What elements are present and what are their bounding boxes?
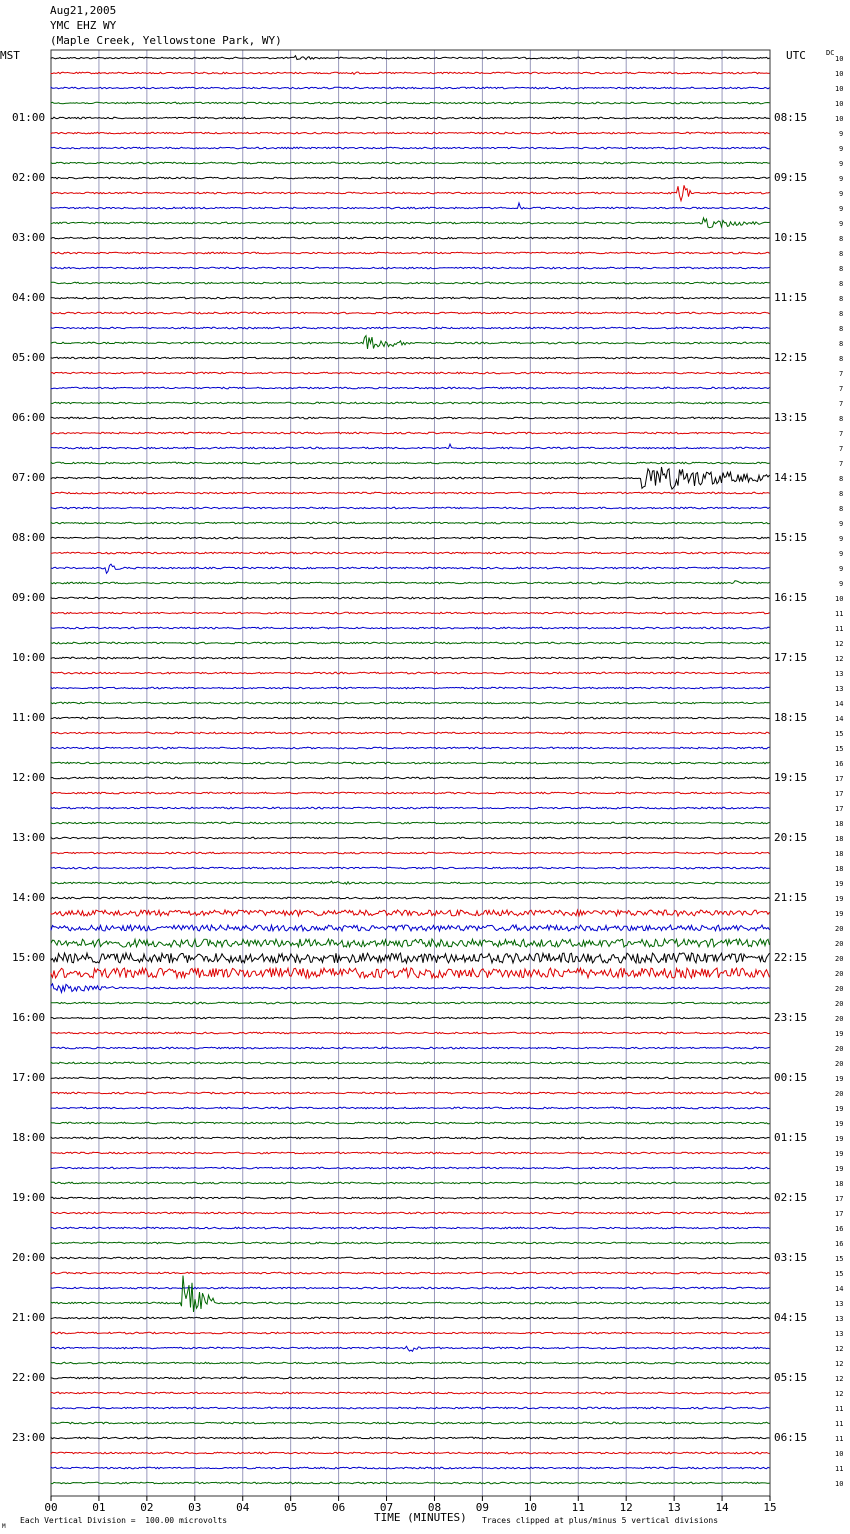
mst-hour-label: 06:00 xyxy=(12,411,46,424)
trace-row-57 xyxy=(51,910,770,916)
dc-offset-value: 9 xyxy=(839,535,844,543)
dc-offset-value: 19 xyxy=(835,880,844,888)
utc-hour-label: 15:15 xyxy=(774,531,808,544)
trace-row-51 xyxy=(51,822,770,824)
dc-offset-value: 17 xyxy=(835,805,844,813)
utc-hour-label: 23:15 xyxy=(774,1011,808,1024)
dc-offset-value: 7 xyxy=(839,400,844,408)
trace-row-34 xyxy=(51,564,770,573)
dc-offset-value: 9 xyxy=(839,160,844,168)
mst-hour-label: 03:00 xyxy=(12,231,46,244)
trace-row-33 xyxy=(51,552,770,554)
dc-offset-value: 7 xyxy=(839,445,844,453)
scale-note: Each Vertical Division = 100.00 microvolts xyxy=(20,1516,228,1525)
trace-row-28 xyxy=(51,467,770,489)
trace-row-13 xyxy=(51,252,770,254)
dc-offset-value: 8 xyxy=(839,475,844,483)
trace-row-88 xyxy=(51,1377,770,1379)
x-tick-label-06: 06 xyxy=(331,1501,346,1514)
trace-rows xyxy=(51,56,770,1484)
utc-hour-label: 16:15 xyxy=(774,591,808,604)
trace-row-2 xyxy=(51,87,770,89)
dc-offset-value: 20 xyxy=(835,955,844,963)
x-axis-title: TIME (MINUTES) xyxy=(374,1511,467,1524)
trace-row-85 xyxy=(51,1332,770,1334)
x-tick-label-15: 15 xyxy=(763,1501,777,1514)
dc-offset-value: 9 xyxy=(839,520,844,528)
utc-hour-label: 18:15 xyxy=(774,711,808,724)
trace-row-53 xyxy=(51,852,770,854)
mst-hour-label: 13:00 xyxy=(12,831,46,844)
dc-offset-value: 12 xyxy=(835,1375,844,1383)
trace-row-6 xyxy=(51,147,770,149)
mst-hour-label: 22:00 xyxy=(12,1371,46,1384)
trace-row-62 xyxy=(51,984,770,993)
dc-offset-value: 19 xyxy=(835,910,844,918)
mst-hour-label: 17:00 xyxy=(12,1071,46,1084)
x-tick-label-04: 04 xyxy=(236,1501,250,1514)
trace-row-5 xyxy=(51,132,770,134)
mst-hour-label: 19:00 xyxy=(12,1191,46,1204)
trace-row-56 xyxy=(51,897,770,899)
trace-row-50 xyxy=(51,807,770,809)
trace-row-90 xyxy=(51,1407,770,1409)
trace-row-26 xyxy=(51,444,770,449)
dc-offset-value: 9 xyxy=(839,175,844,183)
dc-offset-value: 17 xyxy=(835,775,844,783)
trace-row-77 xyxy=(51,1212,770,1214)
utc-hour-label: 21:15 xyxy=(774,891,808,904)
dc-offset-value: 12 xyxy=(835,655,844,663)
dc-offset-value: 8 xyxy=(839,295,844,303)
dc-offset-value: 11 xyxy=(835,1435,844,1443)
dc-offset-value: 20 xyxy=(835,1090,844,1098)
mst-hour-label: 15:00 xyxy=(12,951,46,964)
trace-row-72 xyxy=(51,1137,770,1139)
dc-offset-value: 9 xyxy=(839,130,844,138)
trace-row-80 xyxy=(51,1257,770,1259)
dc-offset-value: 10 xyxy=(835,1480,844,1488)
utc-hour-label: 11:15 xyxy=(774,291,808,304)
x-tick-label-07: 07 xyxy=(379,1501,394,1514)
trace-row-39 xyxy=(51,642,770,644)
dc-offset-value: 10 xyxy=(835,115,844,123)
dc-offset-value: 11 xyxy=(835,610,844,618)
utc-hour-label: 01:15 xyxy=(774,1131,808,1144)
trace-row-17 xyxy=(51,312,770,314)
utc-hour-label: 22:15 xyxy=(774,951,808,964)
clip-note: Traces clipped at plus/minus 5 vertical divisions xyxy=(482,1516,719,1525)
trace-row-47 xyxy=(51,762,770,764)
mst-hour-label: 08:00 xyxy=(12,531,46,544)
mst-hour-label: 16:00 xyxy=(12,1011,46,1024)
trace-row-40 xyxy=(51,657,770,659)
trace-row-16 xyxy=(51,297,770,299)
mst-hour-label: 21:00 xyxy=(12,1311,46,1324)
utc-hour-label: 05:15 xyxy=(774,1371,808,1384)
dc-offset-value: 18 xyxy=(835,1180,844,1188)
dc-offset-value: 8 xyxy=(839,310,844,318)
mst-hour-label: 10:00 xyxy=(12,651,46,664)
x-tick-label-10: 10 xyxy=(523,1501,537,1514)
trace-row-55 xyxy=(51,881,770,884)
trace-row-19 xyxy=(51,336,770,349)
trace-row-36 xyxy=(51,597,770,599)
trace-row-89 xyxy=(51,1392,770,1394)
trace-row-79 xyxy=(51,1242,770,1244)
dc-offset-value: 10 xyxy=(835,55,844,63)
dc-offset-value: 15 xyxy=(835,730,844,738)
trace-row-18 xyxy=(51,327,770,329)
utc-hour-label: 13:15 xyxy=(774,411,808,424)
mst-hour-label: 05:00 xyxy=(12,351,46,364)
utc-hour-label: 03:15 xyxy=(774,1251,808,1264)
trace-row-30 xyxy=(51,507,770,509)
dc-offset-value: 18 xyxy=(835,865,844,873)
dc-offset-value: 16 xyxy=(835,1225,844,1233)
dc-offset-value: 12 xyxy=(835,1360,844,1368)
dc-offset-value: 8 xyxy=(839,265,844,273)
dc-offset-value: 19 xyxy=(835,1150,844,1158)
mst-hour-label: 07:00 xyxy=(12,471,46,484)
dc-offset-value: 11 xyxy=(835,1405,844,1413)
dc-offset-value: 18 xyxy=(835,820,844,828)
dc-offset-value: 8 xyxy=(839,250,844,258)
trace-row-23 xyxy=(51,402,770,404)
x-tick-label-00: 00 xyxy=(44,1501,58,1514)
dc-offset-value: 20 xyxy=(835,1000,844,1008)
dc-offset-value: 20 xyxy=(835,940,844,948)
dc-offset-value: 15 xyxy=(835,1255,844,1263)
x-tick-label-02: 02 xyxy=(140,1501,154,1514)
trace-row-0 xyxy=(51,56,770,60)
trace-row-41 xyxy=(51,672,770,674)
trace-row-8 xyxy=(51,177,770,179)
x-tick-label-01: 01 xyxy=(92,1501,106,1514)
trace-row-27 xyxy=(51,462,770,464)
dc-offset-value: 10 xyxy=(835,70,844,78)
trace-row-24 xyxy=(51,417,770,419)
dc-offset-value: 19 xyxy=(835,895,844,903)
mst-hour-label: 04:00 xyxy=(12,291,46,304)
x-tick-label-13: 13 xyxy=(667,1501,681,1514)
trace-row-81 xyxy=(51,1272,770,1274)
trace-row-29 xyxy=(51,492,770,494)
dc-offset-value: 18 xyxy=(835,835,844,843)
trace-row-58 xyxy=(51,925,770,931)
trace-row-9 xyxy=(51,185,770,201)
trace-row-44 xyxy=(51,717,770,719)
trace-row-74 xyxy=(51,1167,770,1169)
trace-row-75 xyxy=(51,1182,770,1184)
trace-row-92 xyxy=(51,1437,770,1439)
dc-offset-value: 7 xyxy=(839,460,844,468)
trace-row-82 xyxy=(51,1287,770,1289)
dc-offset-value: 11 xyxy=(835,1420,844,1428)
dc-offset-value: 8 xyxy=(839,280,844,288)
dc-offset-value: 20 xyxy=(835,1015,844,1023)
trace-row-61 xyxy=(51,968,770,978)
dc-offset-value: 14 xyxy=(835,715,844,723)
dc-offset-value: 9 xyxy=(839,190,844,198)
station-id: YMC EHZ WY xyxy=(50,19,117,32)
trace-row-3 xyxy=(51,102,770,104)
dc-offset-value: 12 xyxy=(835,1390,844,1398)
mst-hour-label: 09:00 xyxy=(12,591,46,604)
trace-row-46 xyxy=(51,747,770,749)
mst-hour-label: 01:00 xyxy=(12,111,46,124)
utc-hour-label: 00:15 xyxy=(774,1071,808,1084)
trace-row-60 xyxy=(51,953,770,963)
utc-hour-label: 06:15 xyxy=(774,1431,808,1444)
trace-row-66 xyxy=(51,1047,770,1049)
dc-offset-value: 12 xyxy=(835,640,844,648)
dc-offset-value: 14 xyxy=(835,1285,844,1293)
dc-offset-value: 7 xyxy=(839,430,844,438)
trace-row-83 xyxy=(51,1276,770,1313)
dc-offset-value: 15 xyxy=(835,745,844,753)
station-location: (Maple Creek, Yellowstone Park, WY) xyxy=(50,34,282,47)
dc-offset-value: 13 xyxy=(835,1315,844,1323)
dc-offset-value: 9 xyxy=(839,565,844,573)
dc-offset-value: 16 xyxy=(835,760,844,768)
dc-offset-value: 13 xyxy=(835,1330,844,1338)
dc-offset-value: 17 xyxy=(835,1195,844,1203)
x-tick-label-11: 11 xyxy=(571,1501,585,1514)
utc-hour-label: 08:15 xyxy=(774,111,808,124)
dc-offset-value: 8 xyxy=(839,415,844,423)
left-timezone-label: MST xyxy=(0,49,20,62)
trace-row-45 xyxy=(51,732,770,734)
trace-row-84 xyxy=(51,1317,770,1319)
trace-row-68 xyxy=(51,1077,770,1079)
trace-row-48 xyxy=(51,777,770,779)
utc-hour-label: 12:15 xyxy=(774,351,808,364)
plot-frame xyxy=(51,50,770,1496)
utc-hour-label: 19:15 xyxy=(774,771,808,784)
mst-hour-label: 23:00 xyxy=(12,1431,46,1444)
x-tick-label-12: 12 xyxy=(619,1501,633,1514)
trace-row-87 xyxy=(51,1362,770,1364)
dc-offset-value: 19 xyxy=(835,1030,844,1038)
dc-offset-value: 19 xyxy=(835,1120,844,1128)
dc-offset-value: 20 xyxy=(835,985,844,993)
dc-offset-value: 20 xyxy=(835,970,844,978)
utc-hour-label: 02:15 xyxy=(774,1191,808,1204)
trace-row-35 xyxy=(51,581,770,584)
dc-offset-value: 11 xyxy=(835,1465,844,1473)
utc-hour-label: 04:15 xyxy=(774,1311,808,1324)
dc-offset-value: 10 xyxy=(835,595,844,603)
trace-row-94 xyxy=(51,1467,770,1469)
trace-row-70 xyxy=(51,1107,770,1109)
trace-row-12 xyxy=(51,237,770,239)
dc-offset-value: 15 xyxy=(835,1270,844,1278)
trace-row-37 xyxy=(51,612,770,614)
utc-hour-label: 09:15 xyxy=(774,171,808,184)
dc-offset-value: 19 xyxy=(835,1075,844,1083)
mst-hour-label: 14:00 xyxy=(12,891,46,904)
minute-gridlines xyxy=(51,50,770,1496)
trace-row-54 xyxy=(51,867,770,869)
dc-offset-value: 16 xyxy=(835,1240,844,1248)
dc-offset-value: 14 xyxy=(835,700,844,708)
trace-row-4 xyxy=(51,117,770,119)
trace-row-86 xyxy=(51,1346,770,1351)
utc-hour-label: 14:15 xyxy=(774,471,808,484)
dc-offset-value: 12 xyxy=(835,1345,844,1353)
mst-hour-label: 12:00 xyxy=(12,771,46,784)
x-tick-label-05: 05 xyxy=(284,1501,298,1514)
mst-hour-label: 02:00 xyxy=(12,171,46,184)
dc-offset-value: 9 xyxy=(839,205,844,213)
trace-row-25 xyxy=(51,432,770,434)
utc-hour-label: 10:15 xyxy=(774,231,808,244)
corner-mark: M xyxy=(2,1523,6,1530)
mst-hour-label: 18:00 xyxy=(12,1131,46,1144)
dc-offset-value: 13 xyxy=(835,670,844,678)
trace-row-91 xyxy=(51,1422,770,1424)
trace-row-7 xyxy=(51,162,770,164)
mst-hour-label: 20:00 xyxy=(12,1251,46,1264)
dc-offset-value: 10 xyxy=(835,85,844,93)
trace-row-64 xyxy=(51,1017,770,1019)
trace-row-49 xyxy=(51,792,770,794)
x-tick-label-03: 03 xyxy=(188,1501,202,1514)
trace-row-21 xyxy=(51,372,770,374)
trace-row-71 xyxy=(51,1122,770,1124)
trace-row-59 xyxy=(51,939,770,947)
dc-offset-value: 10 xyxy=(835,100,844,108)
dc-offset-value: 20 xyxy=(835,1060,844,1068)
dc-offset-value: 17 xyxy=(835,1210,844,1218)
trace-row-1 xyxy=(51,72,770,74)
trace-row-38 xyxy=(51,627,770,629)
trace-row-76 xyxy=(51,1197,770,1199)
trace-row-43 xyxy=(51,702,770,704)
dc-offset-value: 19 xyxy=(835,1165,844,1173)
x-tick-label-14: 14 xyxy=(715,1501,729,1514)
trace-row-11 xyxy=(51,218,770,228)
dc-offset-value: 20 xyxy=(835,925,844,933)
trace-row-31 xyxy=(51,522,770,524)
dc-offset-value: 17 xyxy=(835,790,844,798)
trace-row-65 xyxy=(51,1032,770,1034)
dc-offset-value: 19 xyxy=(835,1135,844,1143)
trace-row-95 xyxy=(51,1482,770,1484)
dc-offset-value: 8 xyxy=(839,355,844,363)
trace-row-93 xyxy=(51,1452,770,1454)
trace-row-73 xyxy=(51,1152,770,1154)
trace-row-67 xyxy=(51,1062,770,1064)
dc-offset-value: 8 xyxy=(839,340,844,348)
dc-offset-value: 9 xyxy=(839,220,844,228)
x-tick-label-08: 08 xyxy=(427,1501,442,1514)
trace-row-14 xyxy=(51,267,770,269)
dc-offset-value: 18 xyxy=(835,850,844,858)
trace-row-10 xyxy=(51,203,770,209)
dc-offset-value: 8 xyxy=(839,505,844,513)
dc-offset-value: 9 xyxy=(839,145,844,153)
dc-offset-value: 19 xyxy=(835,1105,844,1113)
trace-row-78 xyxy=(51,1227,770,1229)
mst-hour-label: 11:00 xyxy=(12,711,46,724)
trace-row-20 xyxy=(51,357,770,359)
dc-offset-value: 8 xyxy=(839,235,844,243)
trace-row-69 xyxy=(51,1092,770,1094)
trace-row-32 xyxy=(51,537,770,539)
dc-offset-header: DC xyxy=(826,49,835,57)
right-timezone-label: UTC xyxy=(786,49,806,62)
utc-hour-label: 17:15 xyxy=(774,651,808,664)
dc-offset-value: 11 xyxy=(835,625,844,633)
trace-row-15 xyxy=(51,282,770,284)
x-tick-label-09: 09 xyxy=(475,1501,490,1514)
utc-hour-label: 20:15 xyxy=(774,831,808,844)
dc-offset-value: 8 xyxy=(839,490,844,498)
dc-offset-value: 13 xyxy=(835,685,844,693)
dc-offset-value: 8 xyxy=(839,325,844,333)
trace-row-22 xyxy=(51,387,770,389)
dc-offset-value: 9 xyxy=(839,550,844,558)
trace-row-52 xyxy=(51,837,770,839)
dc-offset-value: 9 xyxy=(839,580,844,588)
plot-date: Aug21,2005 xyxy=(50,4,117,17)
dc-offset-value: 10 xyxy=(835,1450,844,1458)
trace-row-63 xyxy=(51,1002,770,1004)
dc-offset-value: 7 xyxy=(839,385,844,393)
dc-offset-value: 7 xyxy=(839,370,844,378)
trace-row-42 xyxy=(51,687,770,689)
dc-offset-value: 20 xyxy=(835,1045,844,1053)
dc-offset-value: 13 xyxy=(835,1300,844,1308)
